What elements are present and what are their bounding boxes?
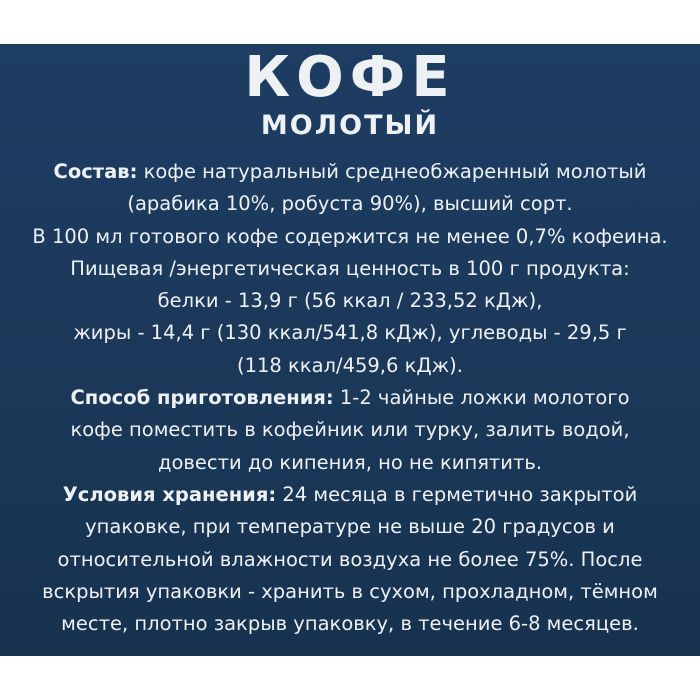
product-title: КОФЕ [244, 45, 456, 110]
product-subtitle: МОЛОТЫЙ [260, 110, 440, 141]
line-text: Пищевая /энергетическая ценность в 100 г продукта: [70, 256, 630, 280]
text-line [0, 188, 700, 220]
section-heading-storage: Условия хранения: [62, 482, 277, 506]
text-line [0, 479, 700, 511]
line-text: 1-2 чайные ложки молотого [333, 386, 630, 410]
text-line [0, 414, 700, 446]
package-label [0, 44, 700, 656]
section-heading-preparation: Способ приготовления: [70, 386, 334, 410]
line-text: кофе поместить в кофейник или турку, залить водой, [70, 418, 630, 442]
text-line [0, 382, 700, 414]
text-line [0, 156, 700, 188]
text-line [0, 608, 700, 640]
line-text: относительной влажности воздуха не более 75%. После [57, 547, 643, 571]
line-text: В 100 мл готового кофе содержится не менее 0,7% кофеина. [32, 224, 668, 248]
text-line [0, 511, 700, 543]
line-text: довести до кипения, но не кипятить. [157, 450, 543, 474]
line-text: 24 месяца в герметично закрытой [276, 482, 638, 506]
line-text: вскрытия упаковки - хранить в сухом, прохладном, тёмном [42, 579, 658, 603]
text-line [0, 253, 700, 285]
text-line [0, 350, 700, 382]
label-text-block [0, 156, 700, 640]
text-line [0, 221, 700, 253]
text-line [0, 576, 700, 608]
line-text: белки - 13,9 г (56 ккал / 233,52 кДж), [157, 289, 543, 313]
line-text: месте, плотно закрыв упаковку, в течение 6-8 месяцев. [61, 612, 639, 636]
line-text: жиры - 14,4 г (130 ккал/541,8 кДж), углеводы - 29,5 г [73, 321, 627, 345]
line-text: (арабика 10%, робуста 90%), высший сорт. [127, 192, 573, 216]
line-text: (118 ккал/459,6 кДж). [237, 353, 463, 377]
line-text: кофе натуральный среднеобжаренный молотый [137, 160, 647, 183]
text-line [0, 285, 700, 317]
text-line [0, 447, 700, 479]
text-line [0, 317, 700, 349]
text-line [0, 544, 700, 576]
section-heading-composition: Состав: [53, 160, 138, 183]
line-text: упаковке, при температуре не выше 20 градусов и [85, 515, 615, 539]
